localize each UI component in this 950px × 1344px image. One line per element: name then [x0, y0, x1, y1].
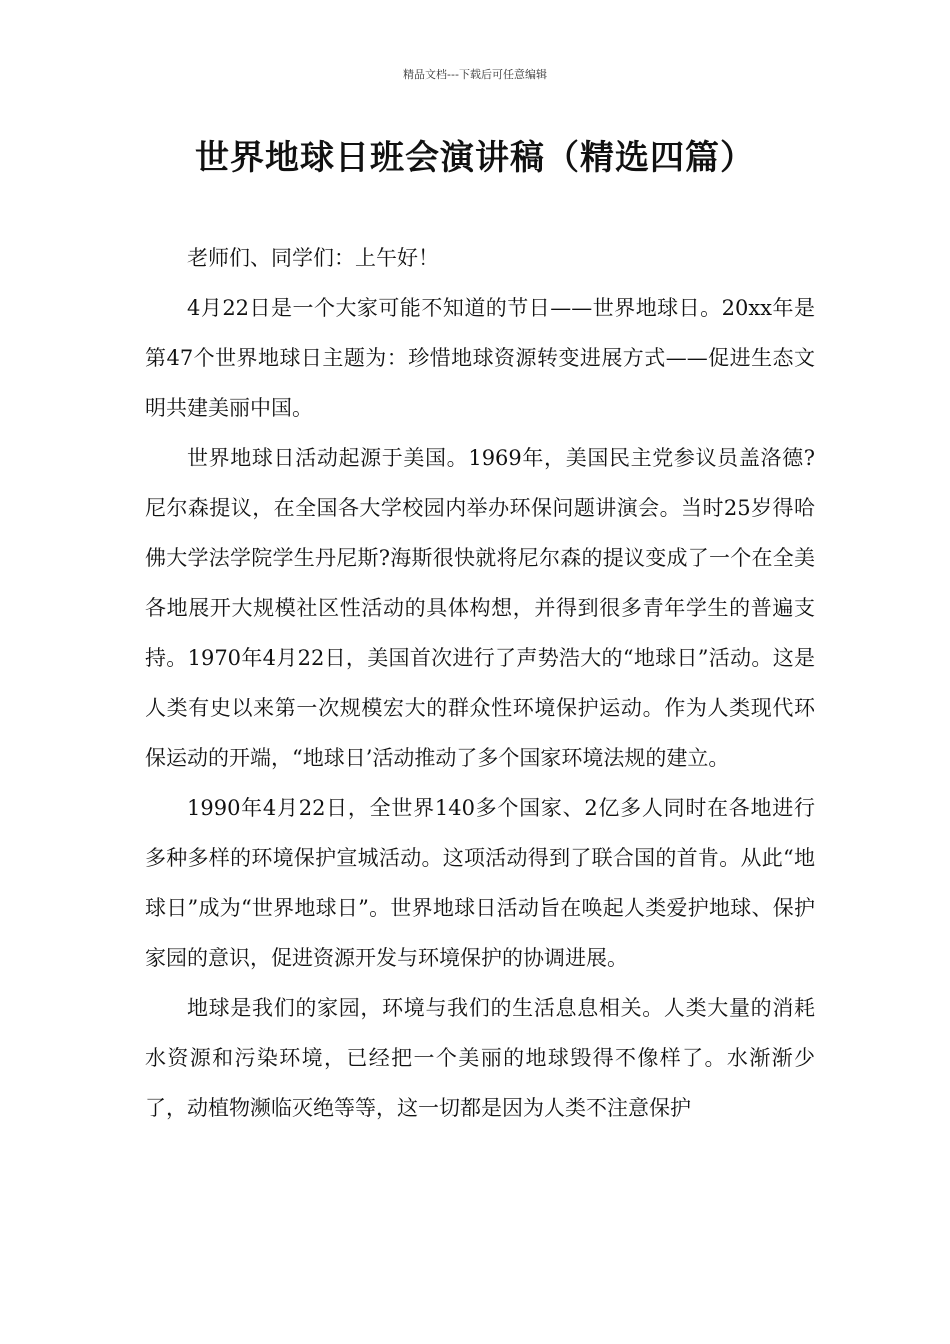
paragraph-earth-day-intro: 4月22日是一个大家可能不知道的节日——世界地球日。20xx年是第47个世界地球日主题为：珍惜地球资源转变进展方式——促进生态文明共建美丽中国。	[145, 296, 815, 420]
document-title: 世界地球日班会演讲稿（精选四篇）	[195, 138, 755, 178]
paragraph-our-home: 地球是我们的家园，环境与我们的生活息息相关。人类大量的消耗水资源和污染环境，已经把一个美丽的地球毁得不像样了。水渐渐少了，动植物濒临灭绝等等，这一切都是因为人类不注意保护	[145, 996, 815, 1120]
document-body	[145, 233, 815, 1133]
header-note: 精品文档---下载后可任意编辑	[403, 68, 547, 81]
paragraph-1990: 1990年4月22日，全世界140多个国家、2亿多人同时在各地进行多种多样的环境保护宣城活动。这项活动得到了联合国的首肯。从此“地球日”成为“世界地球日”。世界地球日活动旨在唤起人类爱护地球、保护家园的意识，促进资源开发与环境保护的协调进展。	[145, 796, 815, 970]
paragraph-origin: 世界地球日活动起源于美国。1969年，美国民主党参议员盖洛德?尼尔森提议，在全国各大学校园内举办环保问题讲演会。当时25岁得哈佛大学法学院学生丹尼斯?海斯很快就将尼尔森的提议变成了一个在全美各地展开大规模社区性活动的具体构想，并得到很多青年学生的普遍支持。1970年4月22日，美国首次进行了声势浩大的“地球日”活动。这是人类有史以来第一次规模宏大的群众性环境保护运动。作为人类现代环保运动的开端，“地球日’活动推动了多个国家环境法规的建立。	[145, 446, 815, 770]
paragraph-greeting: 老师们、同学们：上午好！	[187, 246, 439, 270]
